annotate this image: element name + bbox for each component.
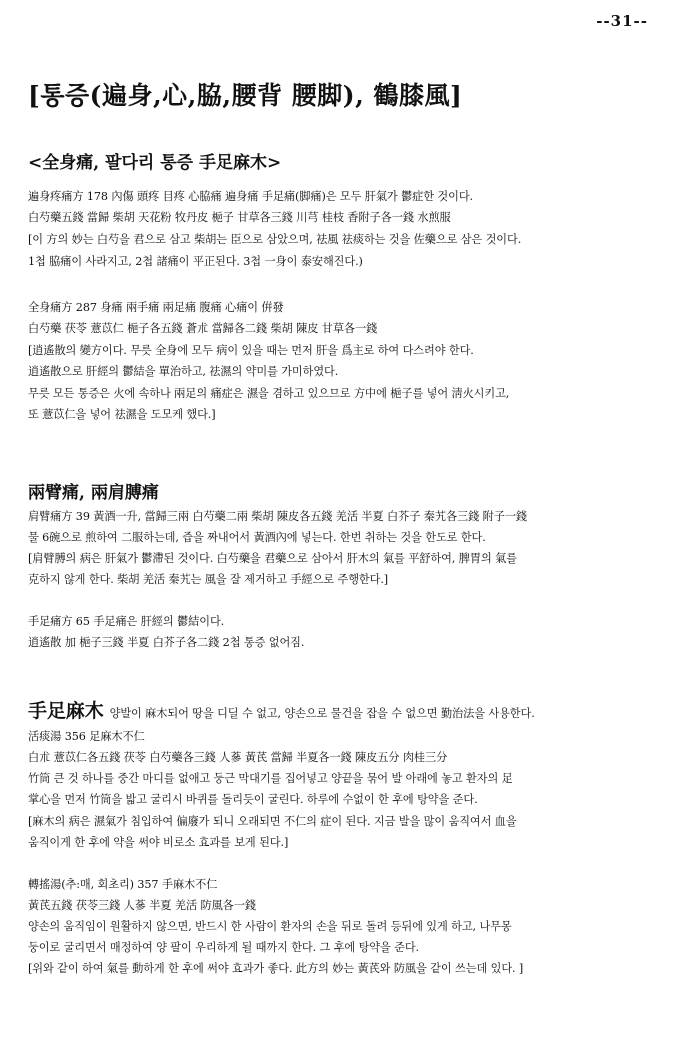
- section-subtitle: <全身痛, 팔다리 통증 手足麻木>: [28, 153, 282, 173]
- paragraph-line: 黃芪五錢 茯苓三錢 人蔘 半夏 羌活 防風各一錢: [28, 899, 256, 912]
- paragraph-line: 全身痛方 287 身痛 兩手痛 兩足痛 腹痛 心痛이 倂發: [28, 301, 284, 314]
- paragraph-line: 白朮 薏苡仁各五錢 茯苓 白芍藥各三錢 人蔘 黃芪 當歸 半夏各一錢 陳皮五分 肉桂三分: [28, 751, 448, 764]
- paragraph-line: 手足痛方 65 手足痛은 肝經의 鬱結이다.: [28, 615, 225, 628]
- paragraph-line: 물 6碗으로 煎하여 二服하는데, 즙을 짜내어서 黃酒內에 넣는다. 한번 취하는 것을 한도로 한다.: [28, 531, 486, 544]
- paragraph-line: 活痰湯 356 足麻木不仁: [28, 730, 145, 743]
- paragraph-line: 白芍藥五錢 當歸 柴胡 天花粉 牧丹皮 梔子 甘草各三錢 川芎 桂枝 香附子各一錢 水煎服: [28, 211, 451, 224]
- paragraph-line: 逍遙散 加 梔子三錢 半夏 白芥子各二錢 2첩 통증 없어짐.: [28, 636, 305, 649]
- paragraph-line: 또 薏苡仁을 넣어 祛濕을 도모케 했다.]: [28, 408, 216, 421]
- paragraph-line: [肩臂膊의 病은 肝氣가 鬱滯된 것이다. 白芍藥을 君藥으로 삼아서 肝木의 氣를 平舒하여, 脾胃의 氣를: [28, 552, 517, 565]
- heading-description: 양발이 麻木되어 땅을 디딜 수 없고, 양손으로 물건을 잡을 수 없으면 勤治法을 사용한다.: [109, 707, 535, 720]
- paragraph-line: 遍身疼痛方 178 內傷 頭疼 目疼 心脇痛 遍身痛 手足痛(脚痛)은 모두 肝氣가 鬱症한 것이다.: [28, 190, 473, 203]
- paragraph-line: 무릇 모든 통증은 火에 속하나 兩足의 痛症은 濕을 겸하고 있으므로 方中에 梔子를 넣어 淸火시키고,: [28, 387, 510, 400]
- section-heading: 兩臂痛, 兩肩膊痛: [28, 483, 159, 503]
- paragraph-line: 둥이로 굴리면서 매정하여 양 팔이 우리하게 될 때까지 한다. 그 후에 탕약을 준다.: [28, 941, 420, 954]
- paragraph-line: 逍遙散으로 肝經의 鬱結을 單治하고, 祛濕의 약미를 가미하였다.: [28, 365, 339, 378]
- paragraph-line: 1첩 脇痛이 사라지고, 2첩 諸痛이 平正된다. 3첩 一身이 泰安해진다.): [28, 255, 363, 268]
- paragraph-line: 克하지 않게 한다. 柴胡 羌活 秦艽는 風을 잘 제거하고 手經으로 주행한다.]: [28, 573, 389, 586]
- paragraph-line: [麻木의 病은 濕氣가 침입하여 偏廢가 되니 오래되면 不仁의 症이 된다. 지금 발을 많이 움직여서 血을: [28, 815, 517, 828]
- page-number: --31--: [596, 12, 648, 30]
- section-heading: 手足麻木: [28, 700, 104, 722]
- paragraph-line: 白芍藥 茯苓 薏苡仁 梔子各五錢 蒼朮 當歸各二錢 柴胡 陳皮 甘草各一錢: [28, 322, 378, 335]
- page-title: [통증(遍身,心,脇,腰背 腰脚), 鶴膝風]: [28, 81, 463, 110]
- paragraph-line: 掌心을 먼저 竹筒을 밟고 굴리시 바퀴를 돌리듯이 굴린다. 하루에 수없이 한 후에 탕약을 준다.: [28, 793, 478, 806]
- paragraph-line: 竹筒 큰 것 하나를 중간 마디를 없애고 둥근 막대기를 집어넣고 양끝을 묶어 발 아래에 놓고 환자의 足: [28, 772, 513, 785]
- paragraph-line: 양손의 움직임이 원활하지 않으면, 반드시 한 사람이 환자의 손을 뒤로 돌려 등뒤에 있게 하고, 나무몽: [28, 920, 512, 933]
- paragraph-line: 움직이게 한 후에 약을 써야 비로소 효과를 보게 된다.]: [28, 836, 289, 849]
- section-heading-line: [28, 700, 535, 722]
- paragraph-line: [逍遙散의 變方이다. 무릇 全身에 모두 病이 있을 때는 먼저 肝을 爲主로 하여 다스려야 한다.: [28, 344, 474, 357]
- paragraph-line: 轉搖湯(추:매, 회초리) 357 手麻木不仁: [28, 878, 218, 891]
- paragraph-line: [이 方의 妙는 白芍을 君으로 삼고 柴胡는 臣으로 삼았으며, 祛風 祛痰하는 것을 佐藥으로 삼은 것이다.: [28, 233, 522, 246]
- paragraph-line: [위와 같이 하여 氣를 動하게 한 후에 써야 효과가 좋다. 此方의 妙는 黃芪와 防風을 같이 쓰는데 있다. ]: [28, 962, 524, 975]
- paragraph-line: 肩臂痛方 39 黃酒一升, 當歸三兩 白芍藥二兩 柴胡 陳皮各五錢 羌活 半夏 白芥子 秦艽各三錢 附子一錢: [28, 510, 528, 523]
